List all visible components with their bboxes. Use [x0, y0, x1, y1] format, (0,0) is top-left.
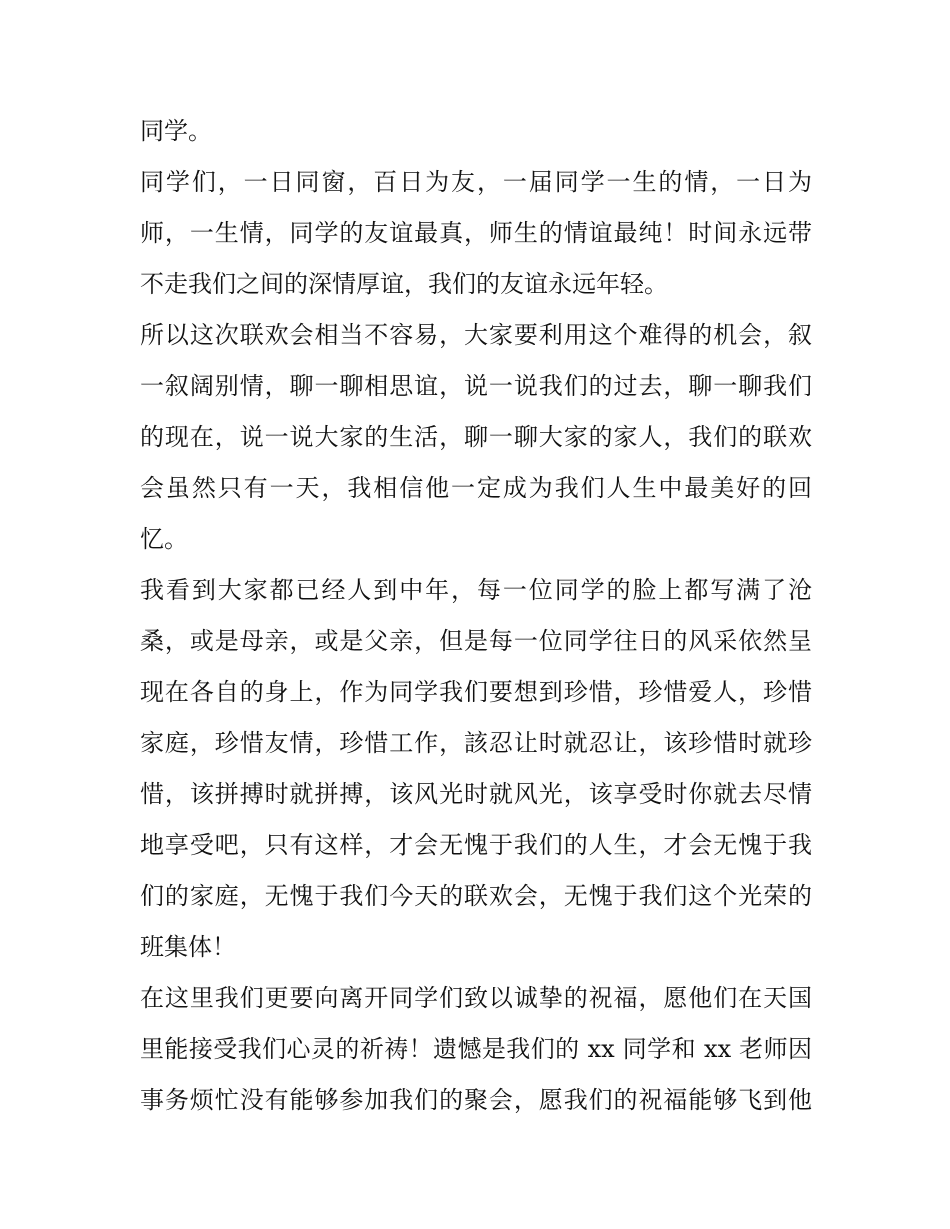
- text-line: 里能接受我们心灵的祈祷！遗憾是我们的 xx 同学和 xx 老师因: [140, 1035, 812, 1063]
- text-line: 班集体！: [140, 933, 236, 961]
- text-line: 们的家庭，无愧于我们今天的联欢会，无愧于我们这个光荣的: [140, 882, 812, 910]
- text-line: 一叙阔别情，聊一聊相思谊，说一说我们的过去，聊一聊我们: [140, 372, 812, 400]
- text-line: 现在各自的身上，作为同学我们要想到珍惜，珍惜爱人，珍惜: [140, 678, 812, 706]
- text-line: 家庭，珍惜友情，珍惜工作，該忍让时就忍让，该珍惜时就珍: [140, 729, 812, 757]
- text-line: 忆。: [140, 525, 188, 553]
- text-line: 事务烦忙没有能够参加我们的聚会，愿我们的祝福能够飞到他: [140, 1086, 812, 1114]
- text-line: 惜，该拼搏时就拼搏，该风光时就风光，该享受时你就去尽情: [140, 780, 812, 808]
- text-line: 同学们，一日同窗，百日为友，一届同学一生的情，一日为: [140, 168, 812, 196]
- text-line: 在这里我们更要向离开同学们致以诚挚的祝福，愿他们在天国: [140, 984, 812, 1012]
- text-line: 的现在，说一说大家的生活，聊一聊大家的家人，我们的联欢: [140, 423, 812, 451]
- text-line: 会虽然只有一天，我相信他一定成为我们人生中最美好的回: [140, 474, 812, 502]
- text-line: 地享受吧，只有这样，才会无愧于我们的人生，才会无愧于我: [140, 831, 812, 859]
- text-line: 所以这次联欢会相当不容易，大家要利用这个难得的机会，叙: [140, 321, 812, 349]
- text-line: 师，一生情，同学的友谊最真，师生的情谊最纯！时间永远带: [140, 219, 812, 247]
- body-text: [140, 106, 812, 1126]
- text-line: 不走我们之间的深情厚谊，我们的友谊永远年轻。: [140, 270, 668, 298]
- text-line: 同学。: [140, 117, 212, 145]
- text-line: 桑，或是母亲，或是父亲，但是每一位同学往日的风采依然呈: [140, 627, 812, 655]
- text-line: 我看到大家都已经人到中年，每一位同学的脸上都写满了沧: [140, 576, 812, 604]
